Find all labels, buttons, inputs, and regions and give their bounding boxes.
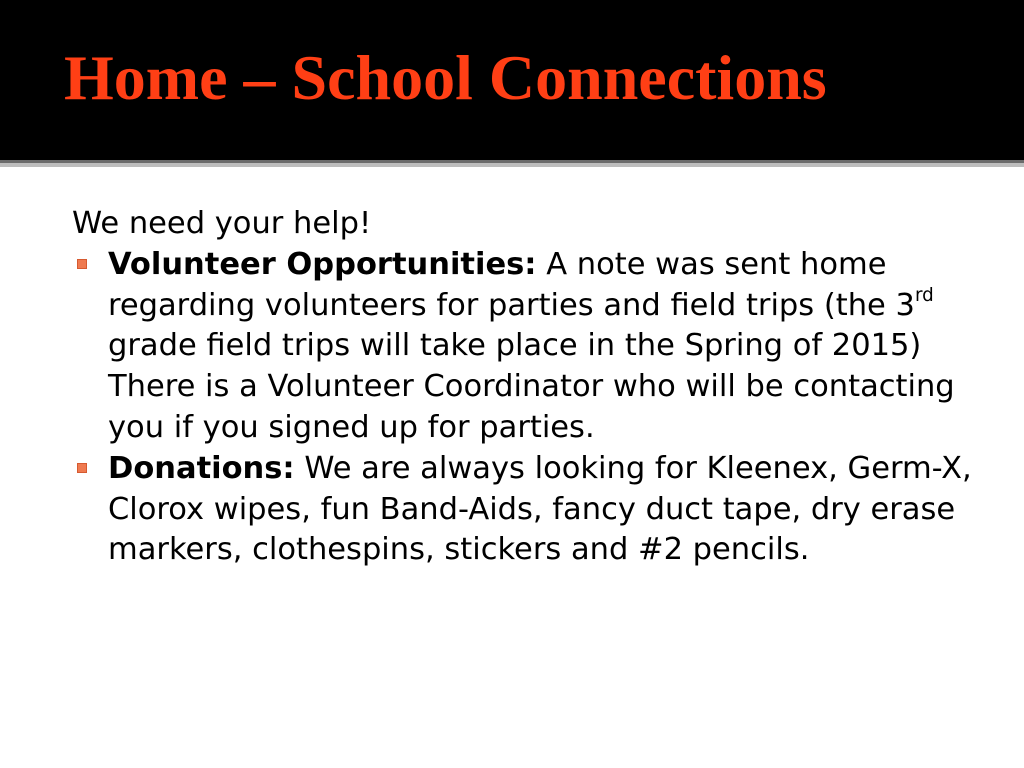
slide-body <box>72 204 972 571</box>
slide-title: Home – School Connections <box>64 42 827 113</box>
title-band <box>0 0 1024 160</box>
bullet-text-volunteer-part1: A note was sent home regarding volunteers for parties and field trips (the 3 <box>108 246 915 323</box>
ordinal-superscript: rd <box>914 284 934 306</box>
bullet-lead-volunteer: Volunteer Opportunities: <box>108 246 537 282</box>
intro-text: We need your help! <box>72 206 372 241</box>
title-divider-light <box>0 163 1024 167</box>
bullet-lead-donations: Donations: <box>108 450 295 486</box>
bullet-donations <box>72 449 972 571</box>
square-bullet-icon <box>77 259 87 269</box>
bullet-text-donations: We are always looking for Kleenex, Germ-X, Clorox wipes, fun Band-Aids, fancy duct tape, dry erase markers, clothespins, stickers and #2 pencils. <box>108 450 972 568</box>
square-bullet-icon <box>77 463 87 473</box>
bullet-list <box>72 245 972 571</box>
bullet-volunteer-opportunities <box>72 245 972 449</box>
bullet-text-volunteer-part2: grade field trips will take place in the Spring of 2015) There is a Volunteer Coordinator who will be contacting you if you signed up for parties. <box>108 328 955 445</box>
